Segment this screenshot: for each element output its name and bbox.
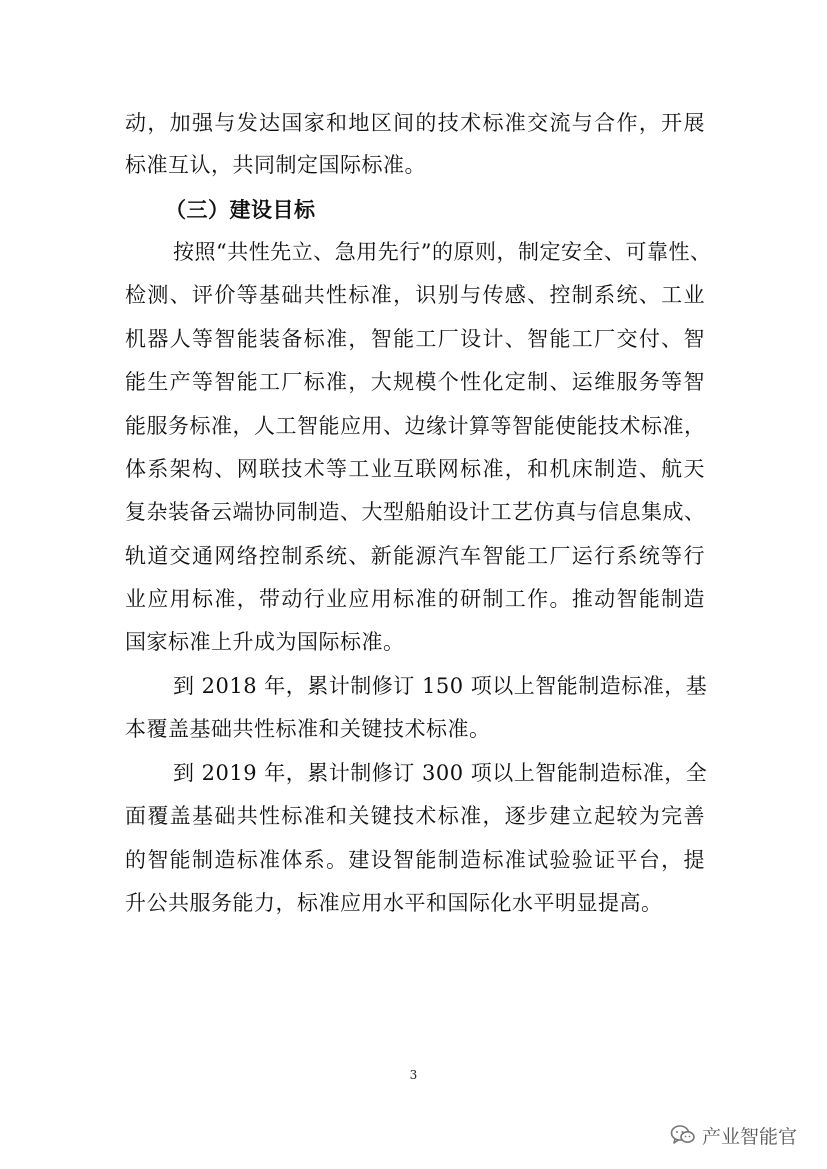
body-line: 检测、评价等基础共性标准，识别与传感、控制系统、工业	[125, 283, 705, 307]
body-line: 动，加强与发达国家和地区间的技术标准交流与合作，开展	[125, 111, 705, 135]
body-line: 到 2018 年，累计制修订 150 项以上智能制造标准，基	[173, 674, 708, 698]
body-line: 能服务标准，人工智能应用、边缘计算等智能使能技术标准，	[125, 414, 706, 438]
body-line: 的智能制造标准体系。建设智能制造标准试验验证平台，提	[125, 848, 705, 872]
body-line: 本覆盖基础共性标准和关键技术标准。	[125, 717, 491, 741]
body-line: 体系架构、网联技术等工业互联网标准，和机床制造、航天	[125, 457, 705, 481]
body-line: 升公共服务能力，标准应用水平和国际化水平明显提高。	[125, 891, 663, 915]
body-line: 复杂装备云端协同制造、大型船舶设计工艺仿真与信息集成、	[125, 500, 706, 524]
body-line: 业应用标准，带动行业应用标准的研制工作。推动智能制造	[125, 587, 705, 611]
body-line: 国家标准上升成为国际标准。	[125, 630, 405, 654]
body-line: 机器人等智能装备标准，智能工厂设计、智能工厂交付、智	[125, 327, 705, 351]
body-line: 轨道交通网络控制系统、新能源汽车智能工厂运行系统等行	[125, 544, 705, 568]
body-line: 到 2019 年，累计制修订 300 项以上智能制造标准，全	[173, 761, 708, 785]
body-line: 按照“共性先立、急用先行”的原则，制定安全、可靠性、	[173, 240, 712, 264]
section-heading: （三）建设目标	[165, 198, 316, 222]
body-line: 能生产等智能工厂标准，大规模个性化定制、运维服务等智	[125, 370, 705, 394]
page-number: 3	[409, 1068, 418, 1082]
watermark	[670, 1118, 820, 1152]
body-line: 标准互认，共同制定国际标准。	[125, 153, 426, 177]
body-line: 面覆盖基础共性标准和关键技术标准，逐步建立起较为完善	[125, 804, 705, 828]
watermark-text: 产业智能官	[702, 1125, 798, 1148]
wechat-icon	[670, 1124, 696, 1146]
